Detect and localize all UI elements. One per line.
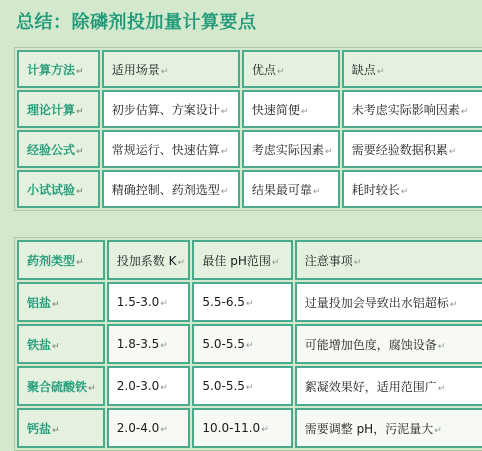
header-cell: 适用场景↵ (102, 50, 240, 88)
table-cell: 5.5-6.5↵ (192, 282, 292, 322)
table-cell: 精确控制、药剂选型↵ (102, 170, 240, 208)
table-header-row (17, 240, 482, 280)
table-cell: 结果最可靠↵ (242, 170, 340, 208)
header-cell: 优点↵ (242, 50, 340, 88)
row-label: 小试试验↵ (17, 170, 100, 208)
header-cell: 投加系数 K↵ (107, 240, 191, 280)
table-row (17, 130, 482, 168)
table-cell: 1.8-3.5↵ (107, 324, 191, 364)
header-cell: 药剂类型↵ (17, 240, 105, 280)
table-row (17, 90, 482, 128)
table-cell: 5.0-5.5↵ (192, 366, 292, 406)
row-label: 聚合硫酸铁↵ (17, 366, 105, 406)
row-label: 理论计算↵ (17, 90, 100, 128)
row-label: 铁盐↵ (17, 324, 105, 364)
table-cell: 10.0-11.0↵ (192, 408, 292, 448)
table-cell: 考虑实际因素↵ (242, 130, 340, 168)
table-cell: 快速简便↵ (242, 90, 340, 128)
table-row (17, 366, 482, 406)
table-row (17, 408, 482, 448)
table-cell: 1.5-3.0↵ (107, 282, 191, 322)
table-cell: 可能增加色度，腐蚀设备↵ (295, 324, 482, 364)
table-row (17, 282, 482, 322)
table-cell: 耗时较长↵ (342, 170, 482, 208)
table-header-row (17, 50, 482, 88)
header-cell: 最佳 pH范围↵ (192, 240, 292, 280)
table-row (17, 324, 482, 364)
header-cell: 缺点↵ (342, 50, 482, 88)
table-cell: 未考虑实际影响因素↵ (342, 90, 482, 128)
dosing-agents-table (14, 237, 482, 451)
table-row (17, 170, 482, 208)
table-cell: 需要经验数据积累↵ (342, 130, 482, 168)
row-label: 铝盐↵ (17, 282, 105, 322)
table-cell: 初步估算、方案设计↵ (102, 90, 240, 128)
table-cell: 2.0-4.0↵ (107, 408, 191, 448)
page-title: 总结：除磷剂投加量计算要点 (16, 12, 257, 33)
row-label: 钙盐↵ (17, 408, 105, 448)
table-cell: 5.0-5.5↵ (192, 324, 292, 364)
table-cell: 需要调整 pH，污泥量大↵ (295, 408, 482, 448)
table-cell: 过量投加会导致出水铝超标↵ (295, 282, 482, 322)
table-cell: 絮凝效果好，适用范围广↵ (295, 366, 482, 406)
row-label: 经验公式↵ (17, 130, 100, 168)
header-cell: 注意事项↵ (295, 240, 482, 280)
table-cell: 2.0-3.0↵ (107, 366, 191, 406)
table-cell: 常规运行、快速估算↵ (102, 130, 240, 168)
calculation-methods-table (14, 47, 482, 211)
header-cell: 计算方法↵ (17, 50, 100, 88)
